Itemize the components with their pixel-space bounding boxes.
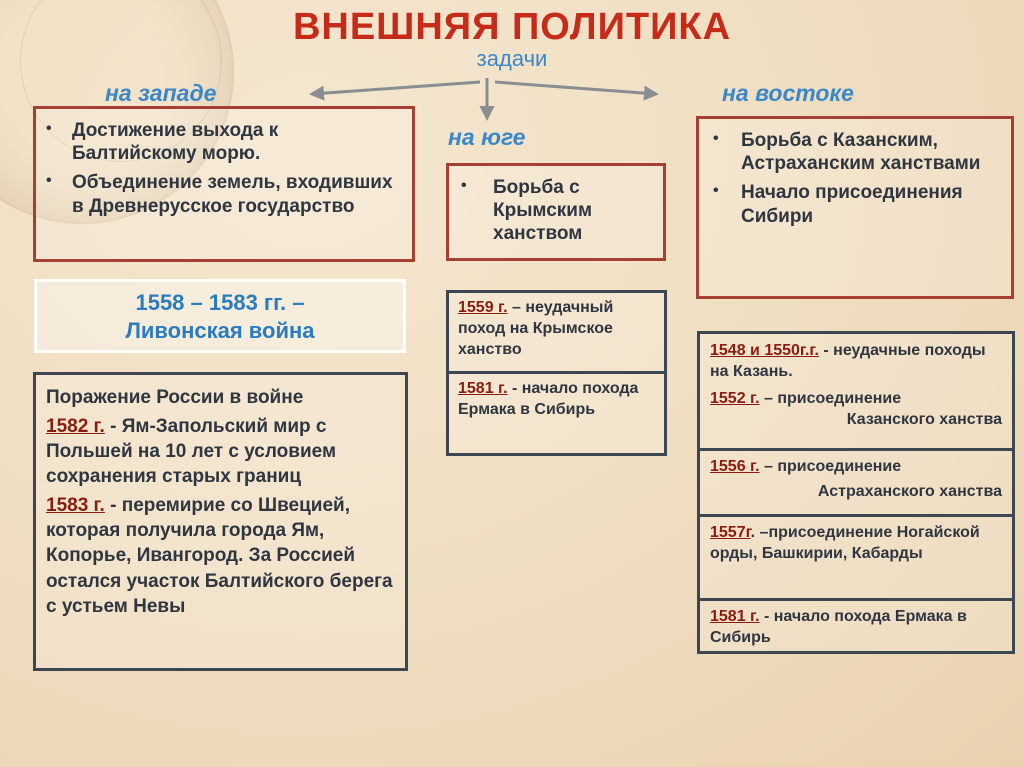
east-event-row: 1581 г. - начало похода Ермака в Сибирь	[700, 598, 1012, 648]
south-task-item: • Борьба с Крымским ханством	[461, 177, 593, 245]
east-event-row: 1557г. –присоединение Ногайской орды, Башкирии, Кабарды	[700, 514, 1012, 598]
arrow-west	[312, 82, 480, 94]
west-results-box	[33, 372, 408, 671]
south-event-row: 1559 г. – неудачный поход на Крымское ханство	[458, 299, 614, 358]
direction-west-label: на западе	[105, 80, 217, 106]
east-event-item: 1552 г. – присоединение	[710, 390, 902, 408]
east-task-item: • Начало присоединения Сибири	[713, 182, 963, 227]
war-result-item: 1583 г. - перемирие со Швецией, которая получила города Ям, Копорье, Ивангород. За Россией остался участок Балтийского берега с устьем Невы	[46, 495, 393, 617]
west-task-item: • Достижение выхода к Балтийскому морю.	[46, 120, 279, 165]
east-events-box	[697, 331, 1015, 654]
arrow-east	[495, 82, 656, 94]
war-result-item: 1582 г. - Ям-Запольский мир с Польшей на 10 лет с условием сохранения старых границ	[46, 416, 337, 488]
east-event-item: 1548 и 1550г.г. - неудачные походы на Казань.	[710, 342, 986, 381]
direction-east-label: на востоке	[722, 80, 854, 106]
east-event-item: 1556 г. – присоединение	[710, 458, 902, 475]
east-event-row	[700, 334, 1012, 448]
livonian-war-dates: 1558 – 1583 гг. –	[135, 290, 305, 315]
south-events-box	[446, 290, 667, 456]
livonian-war-name: Ливонская война	[125, 318, 315, 343]
subtitle-tasks: задачи	[476, 46, 548, 71]
west-tasks-box	[33, 106, 415, 262]
east-event-item-continuation: Астраханского ханства	[817, 483, 1002, 501]
east-task-item: • Борьба с Казанским, Астраханским ханствами	[713, 130, 981, 175]
west-task-item: • Объединение земель, входивших в Древнерусское государство	[46, 172, 393, 217]
south-tasks-box	[446, 163, 666, 261]
war-result-intro: Поражение России в войне	[46, 387, 304, 408]
east-event-row	[700, 448, 1012, 514]
east-event-item-continuation: Казанского ханства	[846, 411, 1002, 429]
east-tasks-box	[696, 116, 1014, 299]
south-event-row: 1581 г. - начало похода Ермака в Сибирь	[449, 371, 664, 421]
direction-south-label: на юге	[448, 124, 526, 150]
slide-title: ВНЕШНЯЯ ПОЛИТИКА	[292, 6, 732, 48]
livonian-war-box	[34, 279, 406, 353]
